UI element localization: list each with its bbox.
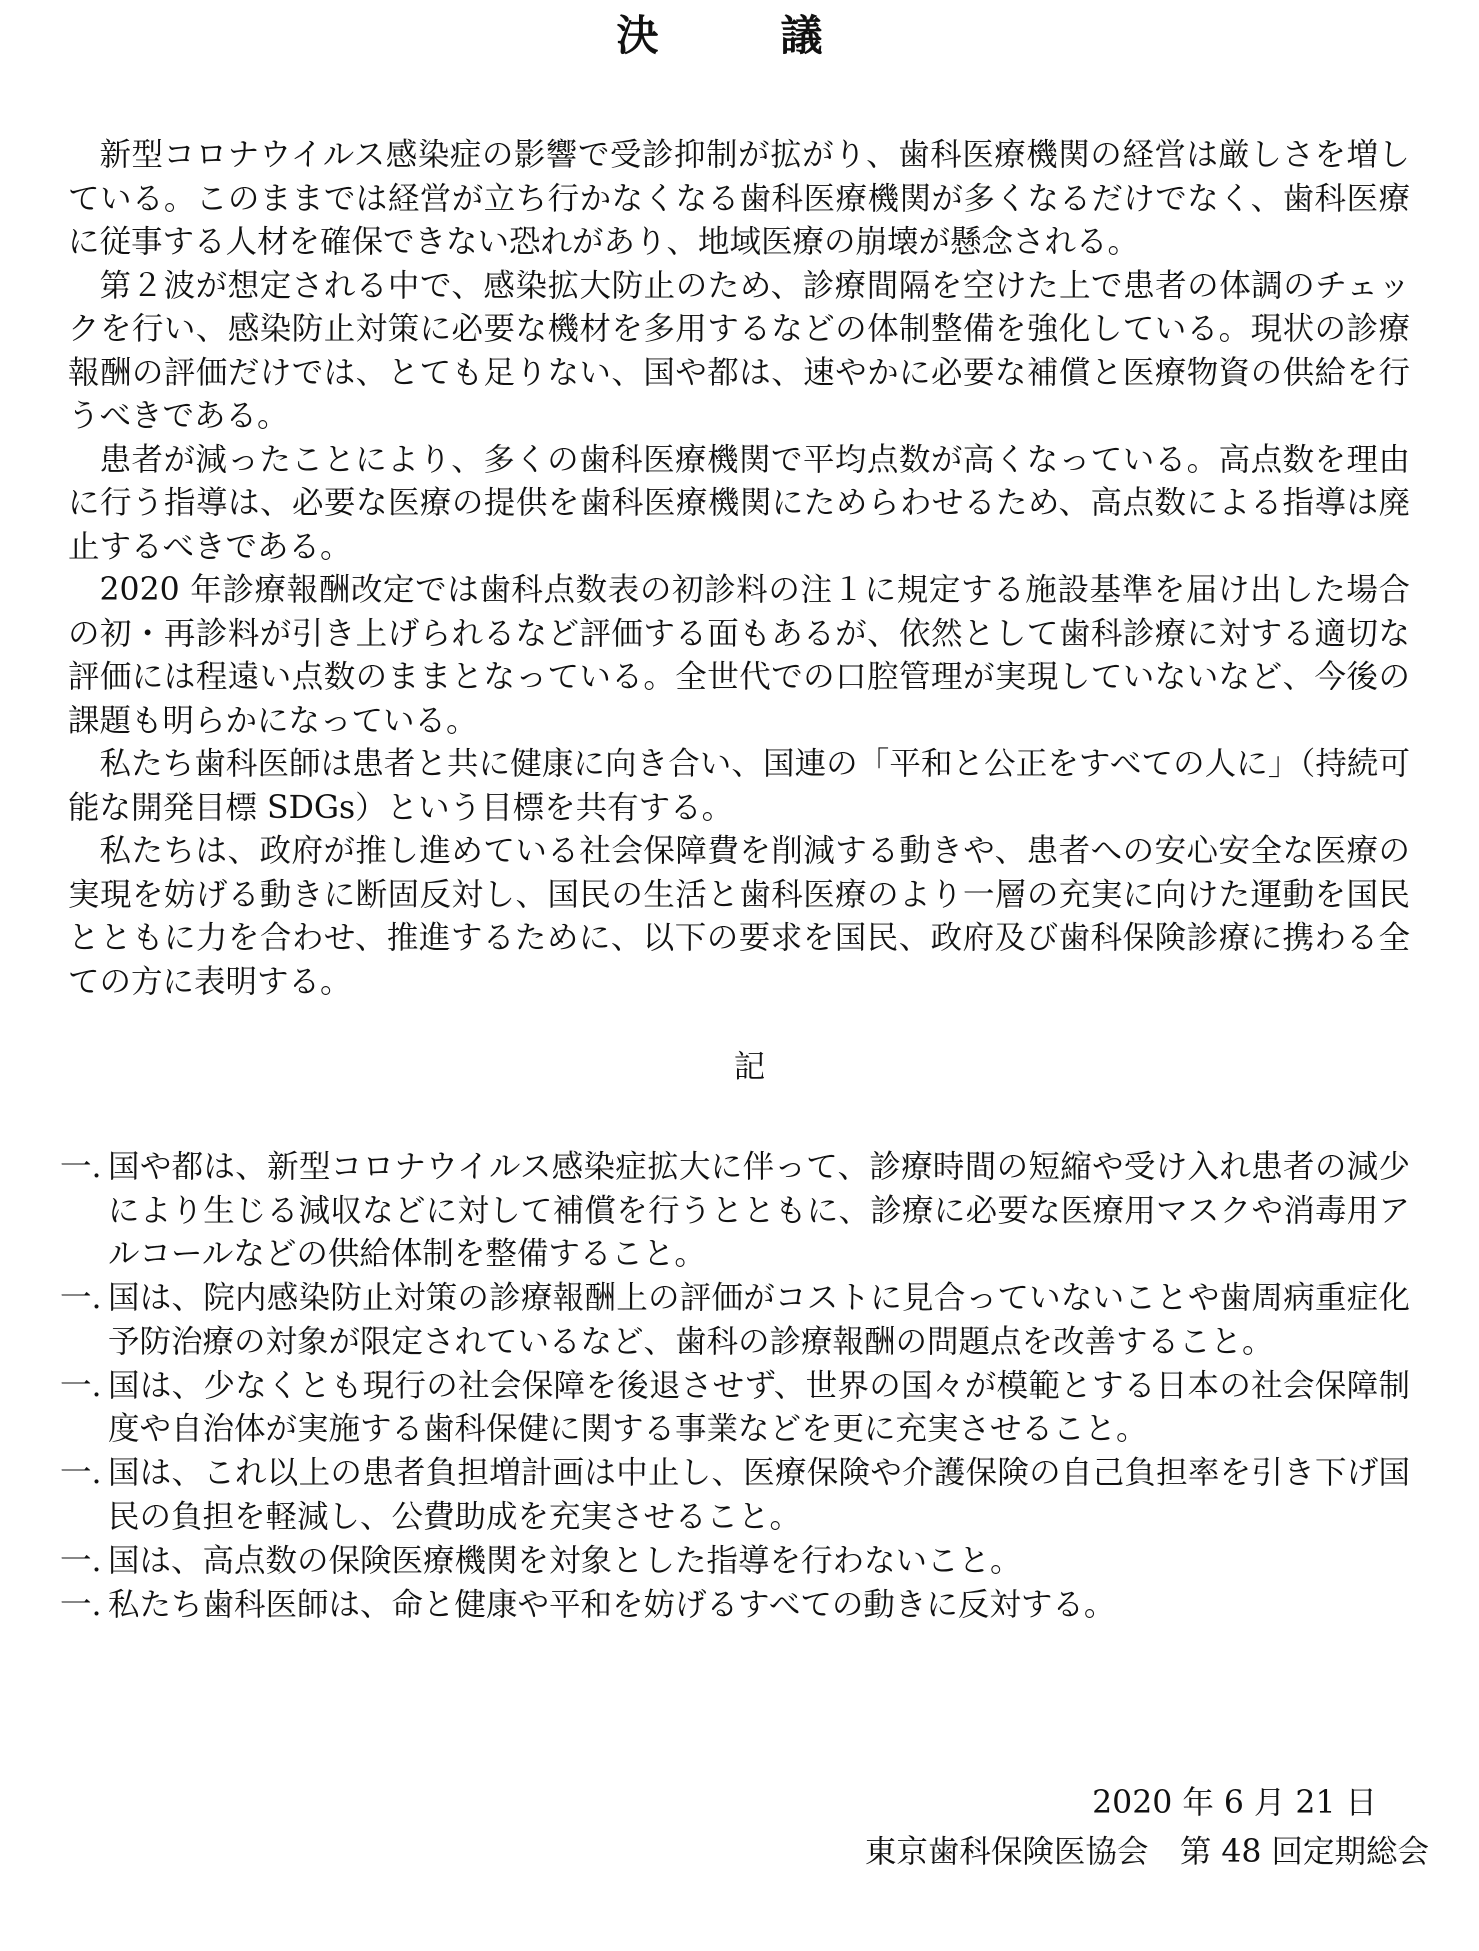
demand-text: 国は、これ以上の患者負担増計画は中止し、医療保険や介護保険の自己負担率を引き下げ国民の負担を軽減し、公費助成を充実させること。 [108, 1455, 1410, 1535]
demand-text: 国は、少なくとも現行の社会保障を後退させず、世界の国々が模範とする日本の社会保障制度や自治体が実施する歯科保健に関する事業などを更に充実させること。 [108, 1367, 1410, 1447]
demand-item-2 [60, 1277, 1410, 1364]
demand-bullet: 一. [60, 1280, 102, 1316]
demand-bullet: 一. [60, 1367, 102, 1404]
demand-bullet: 一. [60, 1149, 102, 1185]
resolution-date: 2020 年 6 月 21 日 [1092, 1785, 1377, 1821]
demand-bullet: 一. [60, 1542, 102, 1579]
demand-item-4 [60, 1452, 1410, 1539]
paragraph-6: 私たちは、政府が推し進めている社会保障費を削減する動きや、患者への安心安全な医療の実現を妨げる動きに断固反対し、国民の生活と歯科医療のより一層の充実に向けた運動を国民とともに力を合わせ、推進するために、以下の要求を国民、政府及び歯科保険診療に携わる全ての方に表明する。 [68, 833, 1410, 1000]
document-title: 決 議 [616, 11, 863, 60]
demand-item-1 [60, 1146, 1410, 1277]
ki-heading: 記 [733, 1049, 766, 1085]
resolution-body [68, 134, 1410, 1004]
demand-bullet: 一. [60, 1455, 102, 1491]
demand-item-6 [60, 1584, 1410, 1628]
demands-list [60, 1146, 1410, 1628]
paragraph-2: 第２波が想定される中で、感染拡大防止のため、診療間隔を空けた上で患者の体調のチェックを行い、感染防止対策に必要な機材を多用するなどの体制整備を強化している。現状の診療報酬の評価だけでは、とても足りない、国や都は、速やかに必要な補償と医療物資の供給を行うべきである。 [68, 267, 1410, 434]
demand-text: 私たち歯科医師は、命と健康や平和を妨げるすべての動きに反対する。 [108, 1586, 1116, 1623]
demand-item-3 [60, 1365, 1410, 1452]
demand-text: 国は、院内感染防止対策の診療報酬上の評価がコストに見合っていないことや歯周病重症化予防治療の対象が限定されているなど、歯科の診療報酬の問題点を改善すること。 [108, 1280, 1410, 1360]
paragraph-4: 2020 年診療報酬改定では歯科点数表の初診料の注１に規定する施設基準を届け出した場合の初・再診料が引き上げられるなど評価する面もあるが、依然として歯科診療に対する適切な評価には程遠い点数のままとなっている。全世代での口腔管理が実現していないなど、今後の課題も明らかになっている。 [68, 572, 1410, 739]
demand-text: 国や都は、新型コロナウイルス感染症拡大に伴って、診療時間の短縮や受け入れ患者の減少により生じる減収などに対して補償を行うとともに、診療に必要な医療用マスクや消毒用アルコールなどの供給体制を整備すること。 [108, 1149, 1410, 1272]
paragraph-1: 新型コロナウイルス感染症の影響で受診抑制が拡がり、歯科医療機関の経営は厳しさを増している。このままでは経営が立ち行かなくなる歯科医療機関が多くなるだけでなく、歯科医療に従事する人材を確保できない恐れがあり、地域医療の崩壊が懸念される。 [68, 137, 1410, 260]
paragraph-5: 私たち歯科医師は患者と共に健康に向き合い、国連の「平和と公正をすべての人に」（持続可能な開発目標 SDGs）という目標を共有する。 [68, 746, 1410, 826]
demand-item-5 [60, 1540, 1410, 1584]
paragraph-3: 患者が減ったことにより、多くの歯科医療機関で平均点数が高くなっている。高点数を理由に行う指導は、必要な医療の提供を歯科医療機関にためらわせるため、高点数による指導は廃止するべきである。 [68, 441, 1410, 565]
demand-text: 国は、高点数の保険医療機関を対象とした指導を行わないこと。 [108, 1542, 1022, 1579]
organization-signature: 東京歯科保険医協会 第 48 回定期総会 [864, 1834, 1429, 1870]
demand-bullet: 一. [60, 1586, 102, 1623]
